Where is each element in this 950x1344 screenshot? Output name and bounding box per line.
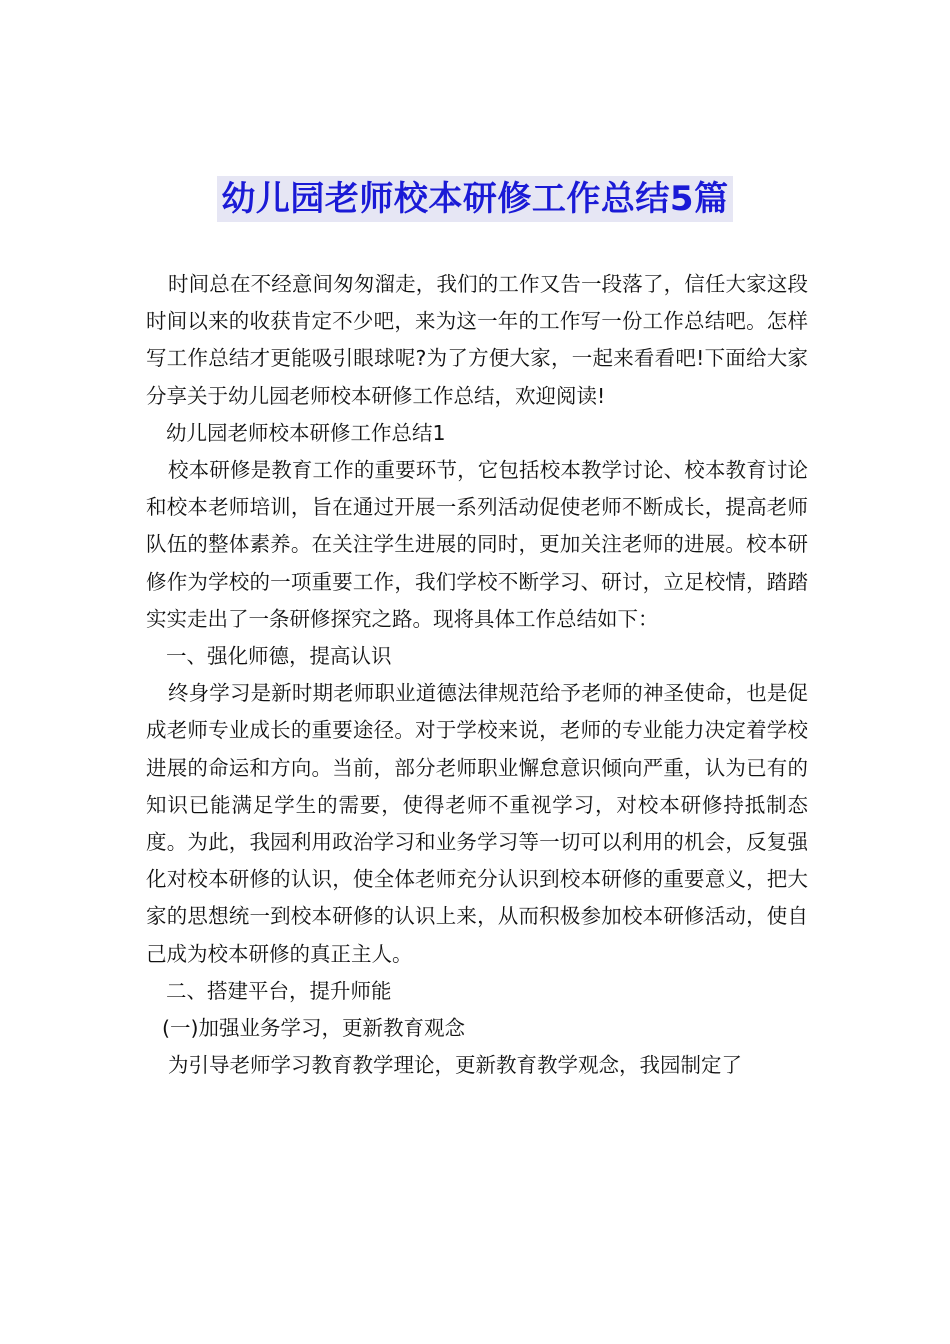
section-heading-1: 幼儿园老师校本研修工作总结1 (166, 420, 446, 445)
subheading-business-study: (一)加强业务学习，更新教育观念 (162, 1016, 465, 1041)
document-title: 幼儿园老师校本研修工作总结5篇 (217, 176, 732, 222)
body-paragraph: 终身学习是新时期老师职业道德法律规范给予老师的神圣使命，也是促成老师专业成长的重要途径。对于学校来说，老师的专业能力决定着学校进展的命运和方向。当前，部分老师职业懈怠意识倾向严重，认为已有的知识已能满足学生的需要，使得老师不重视学习，对校本研修持抵制态度。为此，我园利用政治学习和业务学习等一切可以利用的机会，反复强化对校本研修的认识，使全体老师充分认识到校本研修的重要意义，把大家的思想统一到校本研修的认识上来，从而积极参加校本研修活动，使自己成为校本研修的真正主人。 (146, 681, 808, 966)
subheading-strengthen-ethics: 一、强化师德，提高认识 (166, 644, 392, 669)
document-body (146, 266, 808, 1084)
intro-paragraph: 时间总在不经意间匆匆溜走，我们的工作又告一段落了，信任大家这段时间以来的收获肯定不少吧，来为这一年的工作写一份工作总结吧。怎样写工作总结才更能吸引眼球呢?为了方便大家，一起来看看吧!下面给大家分享关于幼儿园老师校本研修工作总结，欢迎阅读! (146, 272, 808, 408)
title-container (0, 176, 950, 222)
body-paragraph: 为引导老师学习教育教学理论，更新教育教学观念，我园制定了 (168, 1053, 742, 1078)
body-paragraph: 校本研修是教育工作的重要环节，它包括校本教学讨论、校本教育讨论和校本老师培训，旨在通过开展一系列活动促使老师不断成长，提高老师队伍的整体素养。在关注学生进展的同时，更加关注老师的进展。校本研修作为学校的一项重要工作，我们学校不断学习、研讨，立足校情，踏踏实实走出了一条研修探究之路。现将具体工作总结如下： (146, 458, 808, 631)
subheading-build-platform: 二、搭建平台，提升师能 (166, 978, 392, 1003)
